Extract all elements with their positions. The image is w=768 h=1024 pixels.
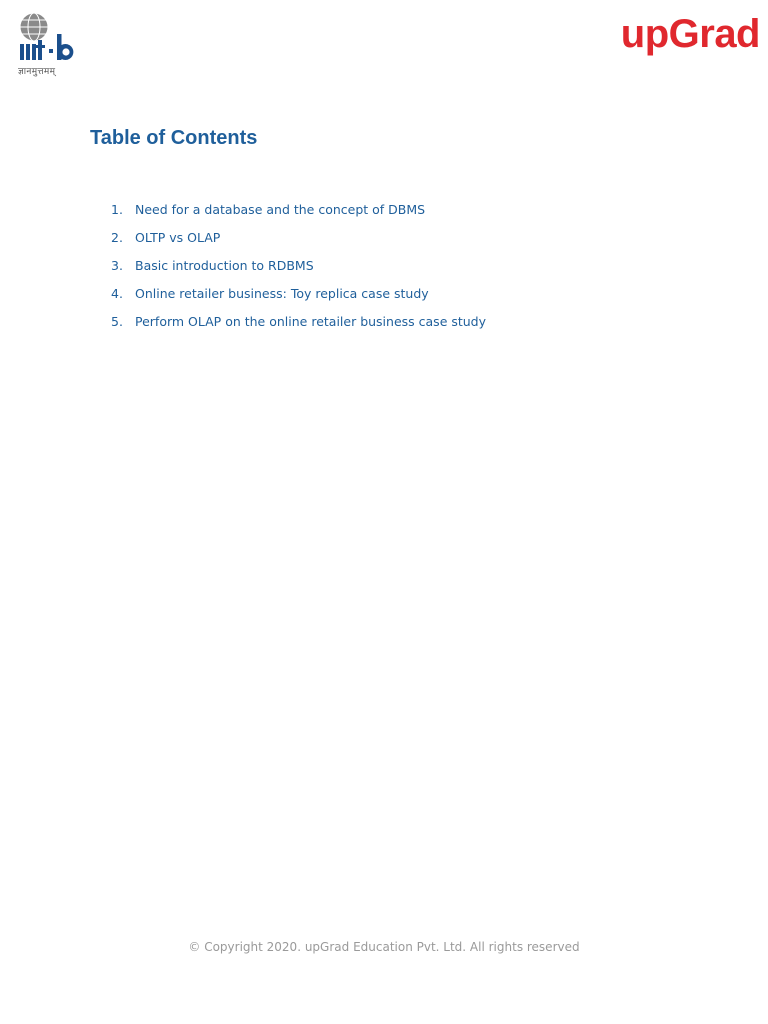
iiitb-tagline: ज्ञानमुत्तमम्	[18, 67, 56, 77]
toc-item-label[interactable]: Perform OLAP on the online retailer business case study	[135, 314, 487, 329]
page-header	[0, 0, 768, 90]
toc-item-number: 1.	[111, 202, 123, 217]
toc-item-number: 3.	[111, 258, 123, 273]
toc-item-number: 2.	[111, 230, 123, 245]
toc-item-label[interactable]: Online retailer business: Toy replica case study	[135, 286, 429, 301]
toc-item-label[interactable]: OLTP vs OLAP	[135, 230, 221, 245]
toc-item-5[interactable]	[111, 312, 486, 340]
toc-item-3[interactable]	[111, 256, 486, 284]
copyright-footer: © Copyright 2020. upGrad Education Pvt. Ltd. All rights reserved	[188, 940, 580, 954]
page-title: Table of Contents	[90, 127, 258, 149]
toc-item-1[interactable]	[111, 200, 486, 228]
toc-item-4[interactable]	[111, 284, 486, 312]
iiitb-logo	[14, 10, 94, 78]
toc-item-label[interactable]: Basic introduction to RDBMS	[135, 258, 314, 273]
upgrad-logo: upGrad	[620, 12, 760, 56]
toc-item-label[interactable]: Need for a database and the concept of DBMS	[135, 202, 426, 217]
iiitb-globe-logo-icon	[14, 10, 94, 66]
table-of-contents-list	[111, 200, 486, 340]
toc-item-number: 4.	[111, 286, 123, 301]
toc-item-number: 5.	[111, 314, 123, 329]
toc-item-2[interactable]	[111, 228, 486, 256]
